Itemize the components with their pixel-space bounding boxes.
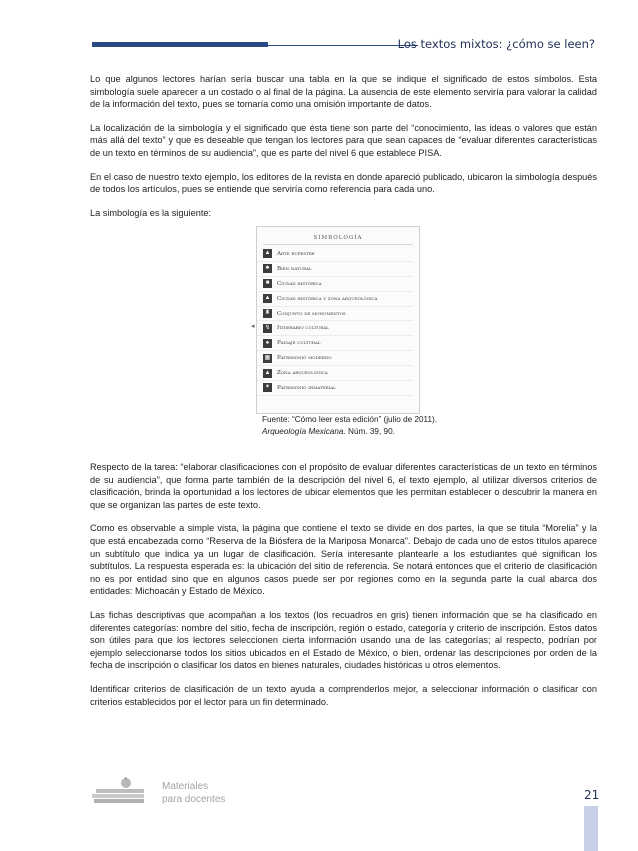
paragraph: Las fichas descriptivas que acompañan a los textos (los recuadros en gris) tienen información que se ha clasificado en diferentes categorías: nombre del sitio, fecha de inscripción, región o estado, categoría y criterio de inscripción. Estos datos son útiles para que los lectores seleccionen cierta información usando una de las categorías; al respecto, podrían por ejemplo seleccionarse todos los sitios ubicados en el Estado de México, o bien, ordenar las descripciones por orden de la fecha de inscripción o clasificar los datos en bienes naturales, ciudades históricas u otros elementos. <box>90 609 597 671</box>
legend-label: Ciudad histórica <box>277 280 322 287</box>
page-number: 21 <box>584 788 600 802</box>
nature-icon: ♣ <box>263 264 272 273</box>
modern-building-icon: ▦ <box>264 354 271 361</box>
pyramid-icon: ▲ <box>264 369 271 376</box>
footer-label <box>162 780 225 806</box>
legend-label: Paisaje cultural <box>277 340 321 347</box>
header-rule <box>268 45 418 46</box>
paragraph: Lo que algunos lectores harían sería buscar una tabla en la que se indique el significado de estos símbolos. Esta simbología suele aparecer a un costado o al final de la página. La ausencia de este elemento serviría para valorar la calidad de la información del texto, pues se tomaría como una omisión importante de datos. <box>90 74 597 110</box>
arrow-marker-icon: ◂ <box>251 323 255 330</box>
intangible-heritage-icon: ✶ <box>264 384 271 391</box>
legend-label: Conjunto de monumentos <box>277 310 346 317</box>
paragraph: La simbología es la siguiente: <box>90 207 212 218</box>
page-edge-tab <box>584 806 598 851</box>
route-icon: ↯ <box>264 324 271 331</box>
legend-item <box>257 366 413 381</box>
legend-label: Bien natural <box>277 265 312 272</box>
legend-divider <box>263 244 413 245</box>
legend-label: Zona arqueológica <box>277 370 328 377</box>
paragraph: Respecto de la tarea: “elaborar clasificaciones con el propósito de evaluar diferentes características de un texto en términos de su audiencia”, que forma parte también de la descripción del nivel 6, el texto ejemplo, al utilizar diversos criterios de clasificación, brinda la oportunidad a los lectores de ubicar elementos que les permitan establecer o descubrir la manera en que se organizan las partes de este texto. <box>90 462 597 510</box>
legend-label: Itinerario cultural <box>277 325 329 332</box>
legend-item <box>257 336 413 351</box>
header-accent-bar <box>92 42 268 47</box>
paragraph: La localización de la simbología y el significado que ésta tiene son parte del “conocimiento, las ideas o valores que están más allá del texto” y que es deseable que tengan los lectores para que sean capaces de “evaluar diferentes características de un texto en términos de su audiencia”, que es parte del nivel 6 que establece PISA. <box>90 122 597 158</box>
books-apple-icon <box>90 777 148 805</box>
legend-figure <box>256 226 420 414</box>
paragraph: En el caso de nuestro texto ejemplo, los editores de la revista en donde apareció publicado, ubicaron la simbología después de todos los artículos, pues se entiende que serviría como referencia para cada uno. <box>90 171 597 195</box>
legend-item <box>257 321 413 336</box>
legend-title: SIMBOLOGÍA <box>313 235 363 241</box>
source-issue: . Núm. 39, 90. <box>343 426 395 436</box>
legend-label: Patrimonio moderno <box>277 355 332 362</box>
figure-source <box>262 414 437 437</box>
paragraph: Como es observable a simple vista, la página que contiene el texto se divide en dos partes, la que se titula “Morelia” y la que está encabezada como “Reserva de la Biósfera de la Mariposa Monarca”. Debajo de cada uno de estos títulos aparece un subtítulo que indica ya un lugar de clasificación. Sería interesante plantearle a los estudiantes qué significan los subtítulos. La respuesta esperada es: la ubicación del sitio de referencia. Se notará entonces que el criterio de clasificación no es por entidad sino que en algunos casos puede ser por regiones como en la segunda parte la cual abarca dos entidades: Michoacán y Estado de México. <box>90 523 597 597</box>
legend-label: Arte rupestre <box>277 250 315 257</box>
landscape-icon: ♠ <box>263 339 272 348</box>
paragraph: Identificar criterios de clasificación de un texto ayuda a comprenderlos mejor, a seleccionar información o clasificar con criterios establecidos por el lector para un fin determinado. <box>90 683 597 707</box>
legend-label: Ciudad histórica y zona arqueológica <box>277 295 378 302</box>
legend-label: Patrimonio inmaterial <box>277 384 336 391</box>
cave-art-icon: ▲ <box>264 250 271 257</box>
monument-icon: ♜ <box>264 310 271 316</box>
legend-item <box>257 277 413 292</box>
legend-item <box>257 292 413 307</box>
legend-item <box>257 247 413 262</box>
legend-item <box>257 381 413 396</box>
city-archaeology-icon: ▲ <box>264 295 271 302</box>
body-top <box>90 73 597 230</box>
body-bottom <box>90 461 597 719</box>
source-journal: Arqueología Mexicana <box>262 426 344 436</box>
source-line <box>262 426 437 438</box>
source-line: Fuente: “Cómo leer esta edición” (julio de 2011). <box>262 415 438 424</box>
footer-label-line: Materiales <box>162 781 209 792</box>
legend-item <box>257 351 413 366</box>
legend-item <box>257 307 413 322</box>
running-header-title: Los textos mixtos: ¿cómo se leen? <box>397 37 595 51</box>
legend-item <box>257 262 413 277</box>
city-icon: ■ <box>263 279 272 288</box>
footer-label-line: para docentes <box>162 794 226 805</box>
